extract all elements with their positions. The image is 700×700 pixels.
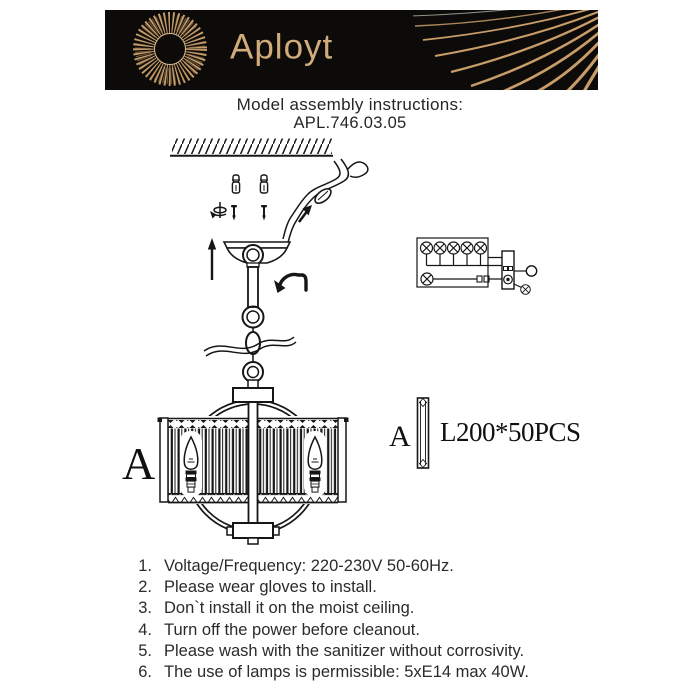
instruction-item [132, 641, 529, 662]
instructions-list [132, 556, 529, 683]
instruction-number: 2. [138, 578, 152, 597]
instruction-text: The use of lamps is permissible: 5xE14 max 40W. [164, 663, 529, 682]
instruction-number: 4. [138, 620, 152, 639]
arrow-up-icon [208, 238, 216, 280]
instruction-item [132, 577, 529, 598]
canopy-drawing [224, 242, 290, 307]
instruction-item [132, 662, 529, 683]
instruction-number: 1. [138, 557, 152, 575]
dowel-icon [232, 175, 240, 193]
candle-bulb-icon [180, 431, 202, 497]
instruction-number: 3. [138, 599, 152, 618]
terminal-block [502, 251, 514, 289]
lamp-symbol [421, 273, 433, 285]
lamp-symbol [448, 242, 460, 254]
crystal-label-a: A [389, 420, 411, 453]
wiring-diagram [417, 238, 537, 294]
instruction-number: 6. [138, 663, 152, 682]
instruction-item [132, 598, 529, 619]
instruction-item [132, 556, 529, 577]
rotate-icon [210, 202, 226, 219]
instruction-text: Please wear gloves to install. [164, 578, 377, 597]
screw-icon [231, 205, 237, 221]
instruction-text: Turn off the power before cleanout. [164, 620, 420, 639]
part-label-a: A [122, 438, 156, 489]
lamp-symbol [421, 242, 433, 254]
instruction-text: Voltage/Frequency: 220-230V 50-60Hz. [164, 557, 454, 575]
page-title: Model assembly instructions: [236, 95, 464, 114]
lamp-symbol [521, 285, 531, 295]
hang-hook-icon [274, 275, 306, 293]
instruction-item [132, 620, 529, 641]
ceiling-hatch [170, 139, 333, 156]
power-wires-drawing [283, 159, 368, 247]
instruction-number: 5. [138, 641, 152, 660]
dowel-icon [260, 175, 268, 193]
crystal-spec: L200*50PCS [440, 417, 581, 447]
screw-icon [261, 205, 267, 221]
crystal-rod-drawing [418, 398, 429, 468]
candle-bulb-icon [304, 431, 326, 497]
lamp-symbol [475, 242, 487, 254]
lamp-symbol [434, 242, 446, 254]
chain-cord-drawing [204, 307, 296, 389]
junction-symbol [526, 266, 536, 276]
model-number: APL.746.03.05 [293, 114, 407, 132]
lamp-symbol [461, 242, 473, 254]
instruction-text: Don`t install it on the moist ceiling. [164, 599, 415, 618]
instruction-text: Please wash with the sanitizer without corrosivity. [164, 641, 525, 660]
brand-logo-text: Aployt [230, 27, 334, 67]
